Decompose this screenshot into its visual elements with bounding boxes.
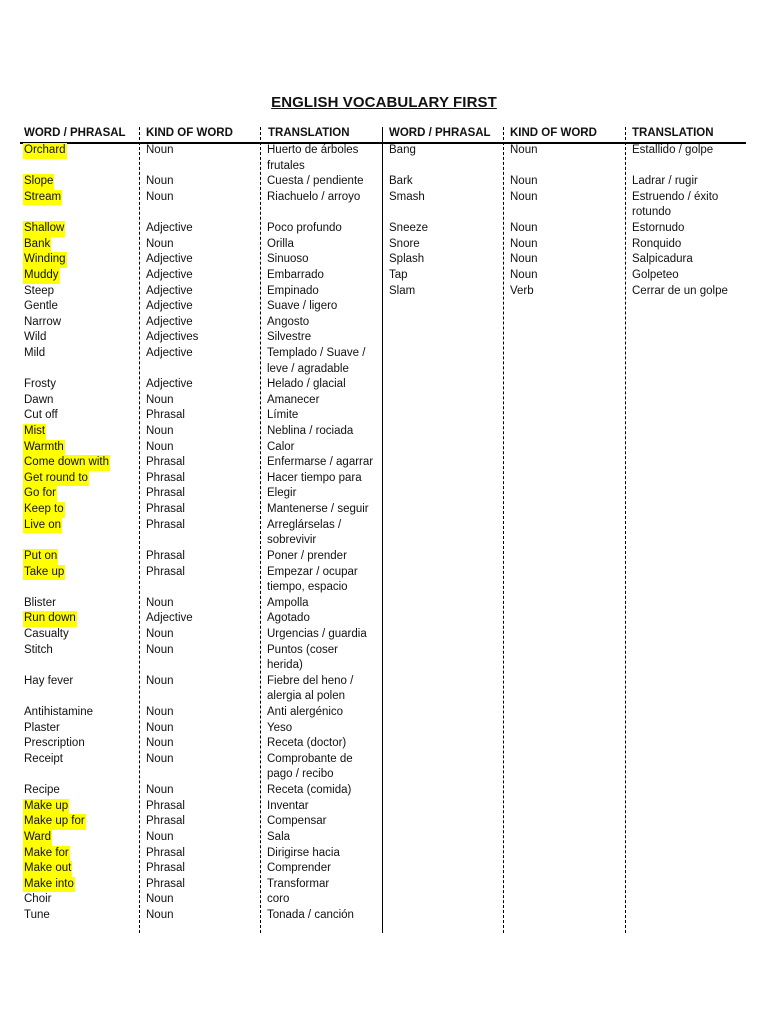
translation-cell [267,174,364,190]
table-row [24,565,374,596]
kind-cell: Noun [146,440,174,453]
translation-cell [267,627,367,643]
translation-line: Enfermarse / agarrar [267,456,374,469]
translation-line: Comprobante de [267,752,353,765]
word-cell: Make out [23,861,72,877]
translation-cell [632,268,679,284]
kind-cell: Noun [146,893,174,906]
word-cell: Mist [23,424,46,440]
word-cell: Shallow [23,221,65,237]
word-cell: Mild [24,346,46,359]
kind-cell: Noun [146,706,174,719]
word-cell: Tap [389,268,408,281]
word-cell: Slam [389,284,416,297]
translation-line: leve / agradable [267,362,349,375]
kind-cell: Noun [146,237,174,250]
kind-cell: Phrasal [146,471,185,484]
word-cell: Hay fever [24,674,74,687]
translation-cell [267,440,294,456]
word-cell: Prescription [24,737,85,750]
translation-line: coro [267,893,290,906]
table-row [24,518,374,549]
translation-line: Huerto de árboles [267,144,359,156]
translation-line: Empinado [267,284,319,297]
table-row [24,736,374,752]
table-row [24,721,374,737]
translation-cell [267,596,309,612]
translation-line: Cerrar de un golpe [632,284,728,297]
kind-cell: Phrasal [146,409,185,422]
word-cell: Stitch [24,643,53,656]
translation-line: Calor [267,440,295,453]
word-cell: Orchard [23,143,67,159]
translation-line: Agotado [267,612,310,625]
kind-cell: Phrasal [146,503,185,516]
table-row [24,830,374,846]
translation-line: Salpicadura [632,253,693,266]
translation-cell [632,174,698,190]
word-cell: Cut off [24,409,58,422]
table-row [24,268,374,284]
vocabulary-list-left [24,143,374,924]
translation-line: Amanecer [267,393,320,406]
table-row [24,783,374,799]
kind-cell: Noun [510,268,538,281]
kind-cell: Phrasal [146,799,185,812]
translation-cell [267,221,342,237]
table-row [24,596,374,612]
kind-cell: Noun [146,190,174,203]
table-row [389,268,749,284]
translation-cell [267,237,294,253]
word-cell: Sneeze [389,222,429,235]
translation-line: Yeso [267,721,293,734]
translation-line: Poner / prender [267,549,347,562]
table-row [24,424,374,440]
table-row [24,393,374,409]
word-cell: Come down with [23,455,110,471]
translation-line: tiempo, espacio [267,581,348,594]
translation-cell [267,783,351,799]
table-row [24,861,374,877]
translation-line: Fiebre del heno / [267,674,354,687]
translation-cell [267,346,365,377]
kind-cell: Phrasal [146,456,185,469]
table-row [24,908,374,924]
translation-cell [267,721,292,737]
vocabulary-list-right [389,143,749,299]
kind-cell: Noun [146,643,174,656]
word-cell: Snore [389,237,420,250]
translation-line: Comprender [267,862,331,875]
word-cell: Keep to [23,502,65,518]
translation-line: Ladrar / rugir [632,175,698,188]
translation-line: Estallido / golpe [632,144,714,156]
word-cell: Antihistamine [24,706,94,719]
translation-cell [267,252,309,268]
kind-cell: Noun [146,674,174,687]
word-cell: Casualty [24,627,69,640]
kind-cell: Adjective [146,315,193,328]
translation-line: Puntos (coser [267,643,338,656]
word-cell: Frosty [24,378,56,391]
translation-line: Neblina / rociada [267,425,354,438]
kind-cell: Noun [146,908,174,921]
table-row [24,502,374,518]
translation-line: Transformar [267,877,330,890]
kind-cell: Phrasal [146,815,185,828]
translation-cell [267,643,338,674]
translation-line: herida) [267,659,303,672]
translation-line: Receta (doctor) [267,737,347,750]
translation-cell [632,221,684,237]
word-cell: Blister [24,596,56,609]
word-cell: Winding [23,252,67,268]
word-cell: Warmth [23,440,65,456]
translation-cell [632,190,718,221]
translation-cell [267,674,353,705]
table-row [389,284,749,300]
translation-line [632,159,713,175]
translation-cell [267,408,298,424]
translation-cell [267,705,343,721]
word-cell: Plaster [24,721,60,734]
table-row [24,455,374,471]
kind-cell: Noun [510,222,538,235]
word-cell: Bang [389,144,416,156]
kind-cell: Noun [510,144,538,156]
table-row [389,143,749,174]
kind-cell: Phrasal [146,877,185,890]
translation-line: Riachuelo / arroyo [267,190,361,203]
header-word-left: WORD / PHRASAL [24,127,126,139]
translation-line: rotundo [632,206,672,219]
kind-cell: Phrasal [146,518,185,531]
kind-cell: Noun [146,596,174,609]
table-row [24,846,374,862]
translation-line: Poco profundo [267,222,342,235]
translation-cell [267,330,311,346]
word-cell: Make up [23,799,69,815]
table-header [20,125,746,144]
kind-cell: Noun [146,627,174,640]
word-cell: Ward [23,830,52,846]
table-row [24,377,374,393]
kind-cell: Noun [146,830,174,843]
kind-cell: Noun [510,190,538,203]
translation-line [267,205,360,221]
kind-cell: Noun [146,721,174,734]
header-translation-right: TRANSLATION [632,127,714,139]
translation-cell [267,502,369,518]
word-cell: Go for [23,486,57,502]
kind-cell: Noun [510,253,538,266]
table-row [24,877,374,893]
word-cell: Slope [23,174,54,190]
kind-cell: Adjective [146,300,193,313]
table-row [24,190,374,221]
table-row [24,705,374,721]
kind-cell: Noun [146,784,174,797]
table-row [24,174,374,190]
translation-line: Angosto [267,315,310,328]
table-row [24,471,374,487]
table-row [24,252,374,268]
translation-line: Cuesta / pendiente [267,175,364,188]
translation-cell [267,565,358,596]
translation-cell [267,892,289,908]
header-translation-left: TRANSLATION [268,127,350,139]
word-cell: Put on [23,549,58,565]
table-row [24,752,374,783]
column-divider [382,127,383,933]
translation-line: Receta (comida) [267,784,352,797]
translation-line: Mantenerse / seguir [267,503,369,516]
translation-line: pago / recibo [267,768,334,781]
kind-cell: Noun [146,393,174,406]
table-row [389,237,749,253]
translation-cell [632,284,728,300]
kind-cell: Adjective [146,378,193,391]
word-cell: Bark [389,175,413,188]
translation-cell [267,299,337,315]
translation-cell [267,830,290,846]
table-row [24,143,374,174]
translation-line: frutales [267,159,305,172]
kind-cell: Phrasal [146,549,185,562]
word-cell: Choir [24,893,52,906]
kind-cell: Adjective [146,346,193,359]
translation-line: Elegir [267,487,297,500]
word-cell: Wild [24,331,47,344]
table-row [24,299,374,315]
translation-line: Tonada / canción [267,908,354,921]
translation-line: Templado / Suave / [267,346,366,359]
table-row [24,440,374,456]
translation-cell [632,237,681,253]
kind-cell: Phrasal [146,487,185,500]
word-cell: Make for [23,846,70,862]
word-cell: Take up [23,565,65,581]
translation-line: Orilla [267,237,294,250]
translation-line: Sala [267,830,291,843]
word-cell: Muddy [23,268,60,284]
translation-cell [267,471,362,487]
word-cell: Gentle [24,300,58,313]
translation-cell [267,736,346,752]
word-cell: Narrow [24,315,62,328]
translation-line: Ampolla [267,596,309,609]
translation-cell [267,861,331,877]
word-cell: Run down [23,611,77,627]
kind-cell: Adjective [146,284,193,297]
kind-cell: Adjective [146,268,193,281]
word-cell: Bank [23,237,51,253]
page-title: ENGLISH VOCABULARY FIRST [271,94,497,111]
word-cell: Steep [24,284,55,297]
kind-cell: Noun [146,752,174,765]
translation-cell [267,143,358,174]
kind-cell: Noun [146,175,174,188]
translation-cell [267,377,346,393]
table-row [24,221,374,237]
translation-cell [267,424,353,440]
kind-cell: Phrasal [146,565,185,578]
kind-cell: Adjective [146,222,193,235]
table-row [389,252,749,268]
table-row [24,643,374,674]
table-row [24,315,374,331]
translation-line: sobrevivir [267,534,317,547]
translation-cell [267,752,353,783]
kind-cell: Phrasal [146,846,185,859]
table-row [24,892,374,908]
translation-cell [267,268,324,284]
kind-cell: Adjectives [146,331,199,344]
translation-cell [267,486,296,502]
table-row [24,674,374,705]
translation-line: Helado / glacial [267,378,346,391]
translation-cell [267,908,354,924]
header-word-right: WORD / PHRASAL [389,127,491,139]
translation-cell [632,143,713,174]
kind-cell: Noun [146,425,174,438]
table-row [24,330,374,346]
translation-line: Suave / ligero [267,300,338,313]
translation-line: Sinuoso [267,253,309,266]
translation-line: Golpeteo [632,268,679,281]
translation-cell [267,315,309,331]
kind-cell: Noun [510,237,538,250]
table-row [24,611,374,627]
word-cell: Make into [23,877,75,893]
word-cell: Stream [23,190,62,206]
translation-cell [267,190,360,221]
kind-cell: Noun [146,144,174,156]
translation-line: Compensar [267,815,327,828]
translation-cell [267,518,341,549]
translation-cell [267,814,326,830]
table-row [24,549,374,565]
kind-cell: Adjective [146,253,193,266]
translation-cell [267,611,310,627]
word-cell: Make up for [23,814,86,830]
translation-cell [267,799,309,815]
table-row [24,346,374,377]
translation-line: Embarrado [267,268,324,281]
kind-cell: Adjective [146,612,193,625]
table-row [24,284,374,300]
translation-line: Estruendo / éxito [632,190,719,203]
table-row [389,221,749,237]
table-row [24,408,374,424]
translation-line: Arreglárselas / [267,518,342,531]
header-kind-left: KIND OF WORD [146,127,233,139]
table-row [389,174,749,190]
table-row [24,237,374,253]
word-cell: Splash [389,253,425,266]
translation-line: alergia al polen [267,690,346,703]
word-cell: Live on [23,518,62,534]
word-cell: Recipe [24,784,60,797]
table-row [389,190,749,221]
translation-line: Inventar [267,799,309,812]
table-row [24,814,374,830]
translation-line: Dirigirse hacia [267,846,340,859]
word-cell: Dawn [24,393,54,406]
translation-line: Silvestre [267,331,312,344]
translation-line: Hacer tiempo para [267,471,362,484]
translation-cell [267,393,319,409]
translation-line: Anti alergénico [267,706,344,719]
translation-line: Límite [267,409,299,422]
translation-line: Ronquido [632,237,682,250]
word-cell: Receipt [24,752,63,765]
kind-cell: Verb [510,284,534,297]
translation-cell [267,455,373,471]
translation-cell [267,549,347,565]
table-row [24,799,374,815]
kind-cell: Noun [146,737,174,750]
word-cell: Tune [24,908,50,921]
word-cell: Get round to [23,471,89,487]
translation-cell [267,284,319,300]
header-kind-right: KIND OF WORD [510,127,597,139]
kind-cell: Phrasal [146,862,185,875]
translation-line: Urgencias / guardia [267,627,367,640]
table-row [24,627,374,643]
table-row [24,486,374,502]
word-cell: Smash [389,190,425,203]
translation-cell [267,846,340,862]
translation-line: Estornudo [632,222,685,235]
kind-cell: Noun [510,175,538,188]
translation-line: Empezar / ocupar [267,565,358,578]
translation-cell [632,252,693,268]
translation-cell [267,877,329,893]
